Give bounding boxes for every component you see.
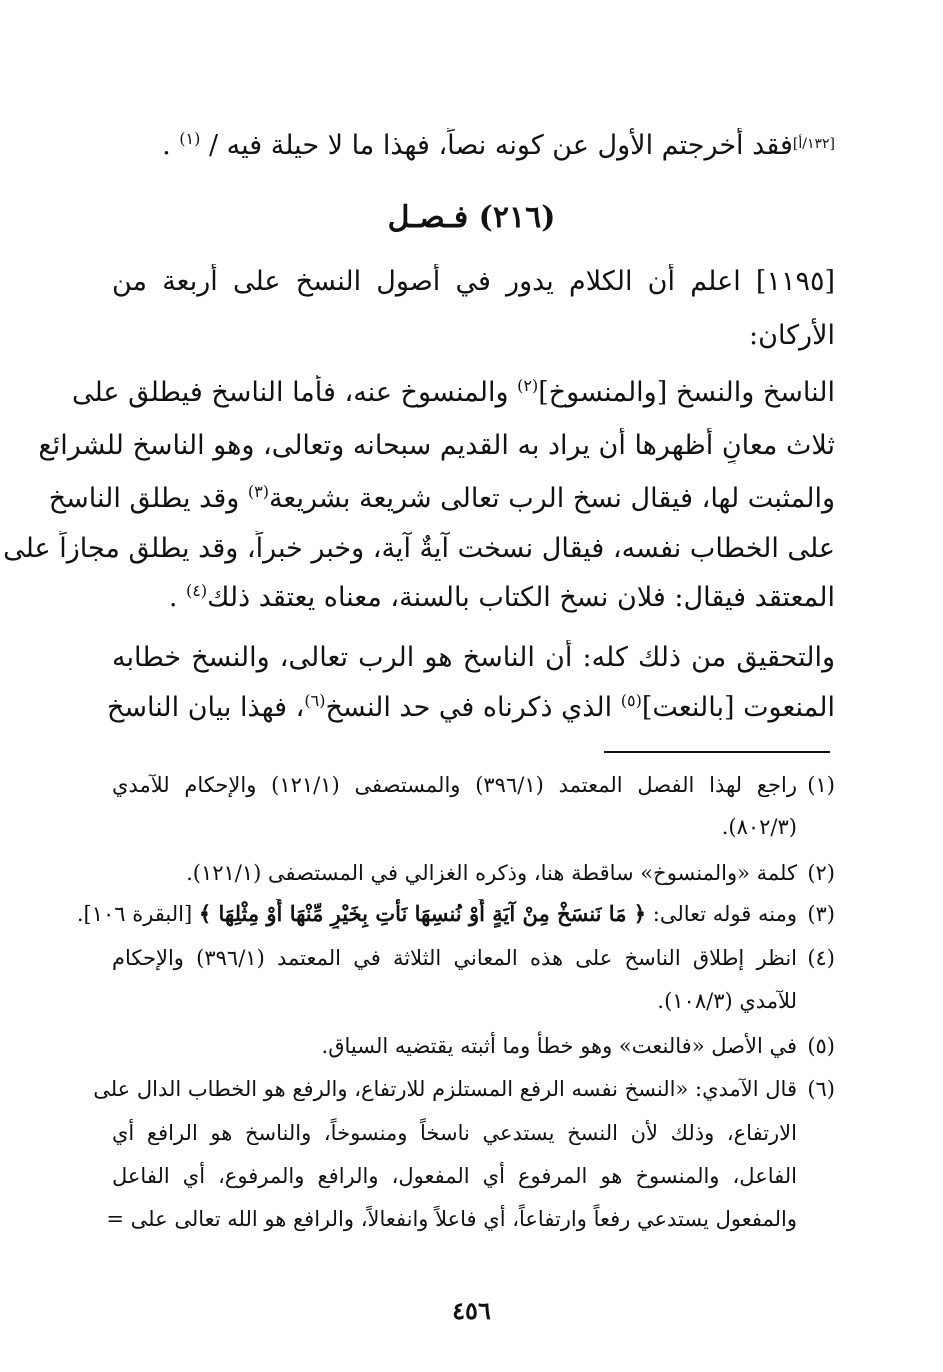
folio-reference: [١٣٢/أ] (792, 136, 835, 152)
footnote-text: راجع لهذا الفصل المعتمد (٣٩٦/١) والمستصفى (١٢١/١) والإحكام للآمدي (112, 773, 797, 797)
footnote-3 (0, 899, 943, 929)
footnote-text: ومنه قوله تعالى: (646, 902, 797, 926)
para1-line-4: على الخطاب نفسه، فيقال نسخت آيةٌ آية، وخبر خبراً، وقد يطلق مجازاً على (3, 533, 835, 564)
footnote-4-cont: للآمدي (١٠٨/٣). (657, 989, 797, 1013)
para1-text: وقد يطلق الناسخ (48, 483, 248, 514)
footnote-text: كلمة «والمنسوخ» ساقطة هنا، وذكره الغزالي في المستصفى (١٢١/١). (186, 861, 797, 885)
footnote-number: (٦) (807, 1077, 835, 1101)
footnote-text: انظر إطلاق الناسخ على هذه المعاني الثلاثة في المعتمد (٣٩٦/١) والإحكام (112, 946, 797, 970)
footnote-5 (0, 1031, 943, 1061)
footnote-1 (0, 770, 943, 800)
page-number: ٤٥٦ (452, 1296, 491, 1325)
para1-text: المعتقد فيقال: فلان نسخ الكتاب بالسنة، معناه يعتقد ذلك (207, 582, 835, 613)
footnote-marker-5: (٥) (620, 691, 642, 710)
footnote-4 (0, 943, 943, 973)
para1-line-3 (0, 481, 943, 517)
footnote-marker-2: (٢) (517, 376, 539, 395)
para1-line-1 (0, 375, 943, 411)
footnote-separator (604, 751, 830, 753)
footnote-number: (١) (807, 773, 835, 797)
footnote-marker-3: (٣) (247, 482, 269, 501)
para1-text: . (168, 582, 187, 613)
para1-text: والمنسوخ عنه، فأما الناسخ فيطلق على (71, 377, 518, 408)
para2-line-2 (0, 690, 943, 726)
footnote-2 (0, 858, 943, 888)
section-heading: (٢١٦) فـصـل (387, 200, 556, 235)
footnote-number: (٢) (807, 861, 835, 885)
footnote-text: قال الآمدي: «النسخ نفسه الرفع المستلزم للارتفاع، والرفع هو الخطاب الدال على (93, 1077, 797, 1101)
para1-text: والمثبت لها، فيقال نسخ الرب تعالى شريعة بشريعة (268, 483, 835, 514)
footnote-number: (٤) (807, 946, 835, 970)
section-intro-line-1: [١١٩٥] اعلم أن الكلام يدور في أصول النسخ على أربعة من (112, 266, 835, 297)
footnote-6 (0, 1074, 943, 1104)
footnote-text: في الأصل «فالنعت» وهو خطأ وما أثبته يقتضيه السياق. (321, 1034, 797, 1058)
footnote-1-cont: (٨٠٢/٣). (721, 815, 797, 839)
para1-line-5 (0, 580, 943, 616)
footnote-marker-6: (٦) (304, 691, 326, 710)
footnote-number: (٥) (807, 1034, 835, 1058)
footnote-6-cont-3: والمفعول يستدعي رفعاً وارتفاعاً، أي فاعلاً وانفعالاً، والرافع هو الله تعالى على = (106, 1207, 797, 1231)
para1-text: الناسخ والنسخ [والمنسوخ] (538, 377, 835, 408)
footnote-marker-1: (١) (179, 129, 201, 148)
footnote-text: [البقرة ١٠٦]. (76, 902, 199, 926)
footnote-marker-4: (٤) (186, 581, 208, 600)
continuation-text: فقد أخرجتم الأول عن كونه نصاً، فهذا ما لا حيلة فيه / (208, 130, 793, 161)
section-intro-line-2: الأركان: (749, 320, 835, 351)
continuation-line (0, 128, 943, 164)
para2-text: ، فهذا بيان الناسخ (106, 692, 305, 723)
para1-line-2: ثلاث معانٍ أظهرها أن يراد به القديم سبحانه وتعالى، وهو الناسخ للشرائع (38, 430, 835, 461)
footnote-6-cont-1: الارتفاع، وذلك لأن النسخ يستدعي ناسخاً ومنسوخاً، والناسخ هو الرافع أي (112, 1121, 797, 1145)
para2-text: المنعوت [بالنعت] (641, 692, 835, 723)
footnote-number: (٣) (807, 902, 835, 926)
footnote-6-cont-2: الفاعل، والمنسوخ هو المرفوع أي المفعول، والرافع والمرفوع، أي الفاعل (112, 1164, 797, 1188)
quran-verse: ﴿ مَا نَنسَخْ مِنْ آيَةٍ أَوْ نُنسِهَا نَأْتِ بِخَيْرٍ مِّنْهَا أَوْ مِثْلِهَا ﴾ (198, 901, 647, 926)
para2-text: الذي ذكرناه في حد النسخ (325, 692, 621, 723)
continuation-end: . (162, 130, 180, 161)
para2-line-1: والتحقيق من ذلك كله: أن الناسخ هو الرب تعالى، والنسخ خطابه (112, 642, 835, 673)
